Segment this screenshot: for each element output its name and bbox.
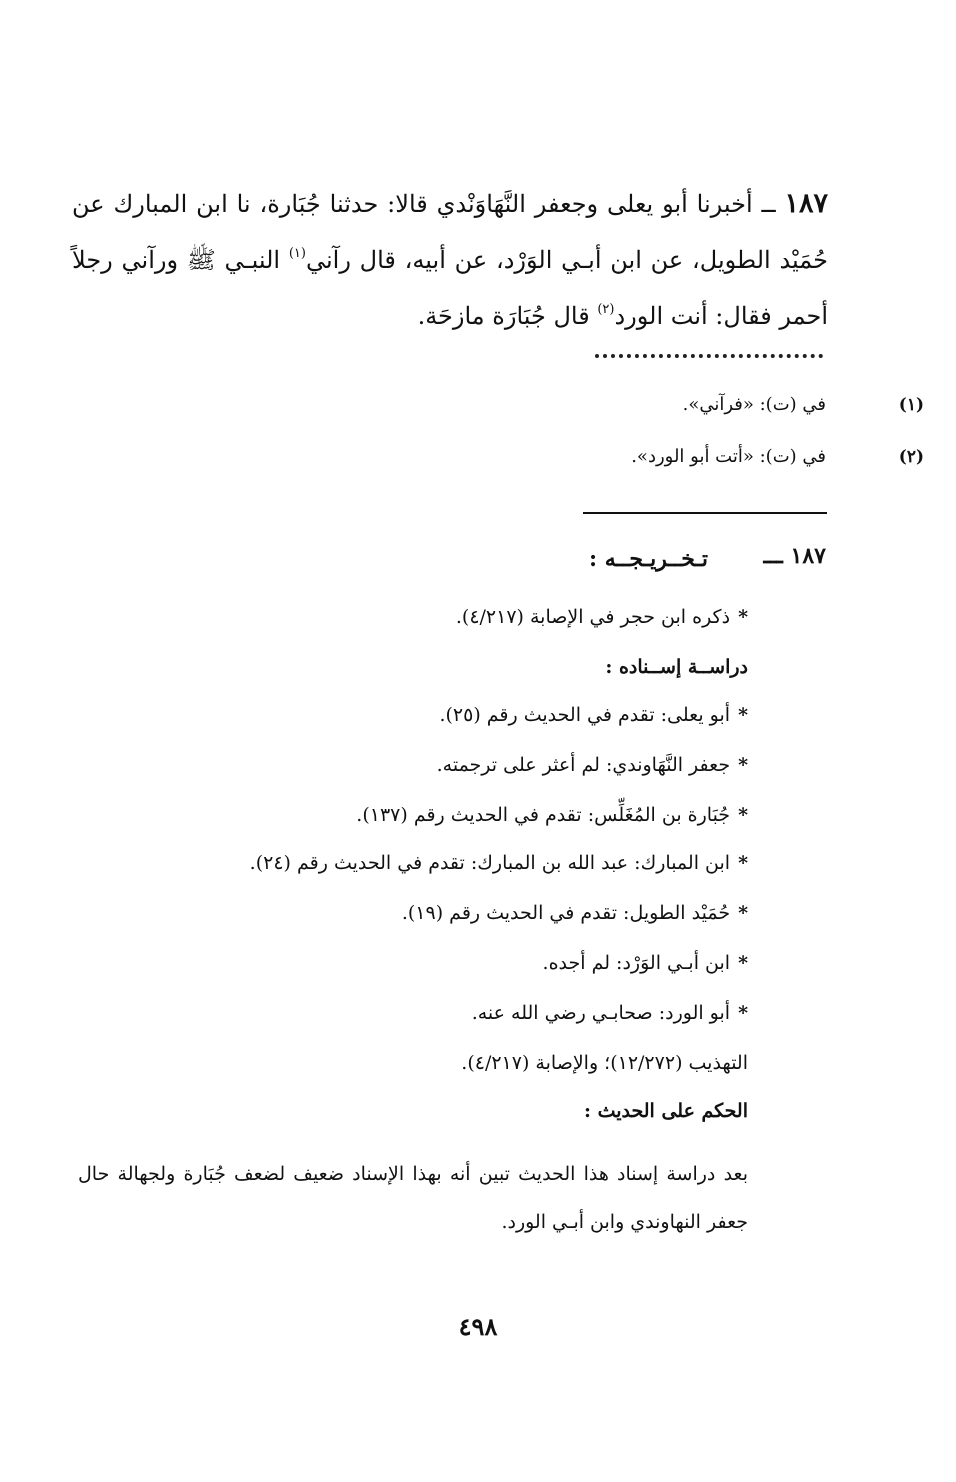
- footnote-1-text: في (ت): «فرآني».: [682, 394, 826, 415]
- section-divider: [583, 512, 827, 514]
- narrator-item: [356, 804, 748, 826]
- takhrij-number-value: ١٨٧: [790, 543, 826, 569]
- narrator-text: جعفر النَّهَاوندي: لم أعثر على ترجمته.: [436, 754, 731, 776]
- dotted-separator: [595, 354, 823, 364]
- footnote-2-text: في (ت): «أتت أبو الورد».: [631, 446, 826, 467]
- narrator-item: [543, 952, 748, 974]
- page-number: ٤٩٨: [458, 1312, 498, 1341]
- narrator-item: [437, 754, 748, 776]
- bullet-mark: *: [738, 704, 748, 726]
- narrator-item: [439, 704, 748, 726]
- hadith-number: ١٨٧: [784, 188, 828, 219]
- footnote-2: [266, 446, 924, 467]
- footnote-2-number: (٢): [898, 446, 924, 467]
- narrator-text: ابن أبـي الوَرْد: لم أجده.: [542, 952, 731, 974]
- bullet-mark: *: [738, 902, 748, 924]
- narrator-text: أبو يعلى: تقدم في الحديث رقم (٢٥).: [439, 704, 731, 726]
- bullet-mark: *: [738, 754, 748, 776]
- footnote-1-number: (١): [898, 394, 924, 415]
- hadith-text-part-3: قال جُبَارَة مازحَة.: [417, 302, 590, 330]
- narrator-item: [472, 1002, 748, 1024]
- ruling-heading: الحكم على الحديث :: [583, 1100, 748, 1122]
- narrator-text: حُمَيْد الطويل: تقدم في الحديث رقم (١٩).: [401, 902, 731, 924]
- takhrij-heading: تـخــريـجــه :: [588, 546, 708, 572]
- ruling-text: بعد دراسة إسناد هذا الحديث تبين أنه بهذا الإسناد ضعيف لضعف جُبَارة ولجهالة حال جعفر النهاوندي وابن أبـي الورد.: [78, 1163, 748, 1233]
- narrator-text: جُبَارة بن المُغَلِّس: تقدم في الحديث رقم (١٣٧).: [356, 804, 731, 826]
- bullet-mark: *: [738, 852, 748, 874]
- references-line: التهذيب (١٢/٢٧٢)؛ والإصابة (٤/٢١٧).: [461, 1052, 748, 1074]
- bullet-mark: *: [738, 1002, 748, 1024]
- hadith-text-part-2: النبـي ﷺ ورآني رجلاً أحمر فقال: أنت الورد: [72, 246, 828, 330]
- takhrij-line-text: ذكره ابن حجر في الإصابة (٤/٢١٧).: [455, 606, 731, 628]
- hadith-text: [72, 176, 828, 344]
- narrator-text: أبو الورد: صحابـي رضي الله عنه.: [471, 1002, 731, 1024]
- narrator-text: ابن المبارك: عبد الله بن المبارك: تقدم في الحديث رقم (٢٤).: [249, 852, 731, 874]
- isnad-heading: دراســة إســناده :: [605, 656, 748, 678]
- footnote-ref-1: (١): [288, 246, 306, 261]
- takhrij-dash: ـــ: [763, 543, 783, 569]
- takhrij-line: [456, 606, 748, 628]
- footnote-1: [266, 394, 924, 415]
- bullet-mark: *: [738, 804, 748, 826]
- narrator-item: [250, 852, 748, 874]
- hadith-text-part-1: ــ أخبرنا أبو يعلى وجعفر النَّهَاوَنْدي قالا: حدثنا جُبَارة، نا ابن المبارك عن حُمَيْد الطويل، عن ابن أبـي الوَرْد، عن أبيه، قال رآني: [72, 190, 828, 274]
- bullet-mark: *: [738, 606, 748, 628]
- takhrij-number: [764, 543, 826, 569]
- bullet-mark: *: [738, 952, 748, 974]
- footnote-ref-2: (٢): [597, 302, 615, 317]
- narrator-item: [402, 902, 748, 924]
